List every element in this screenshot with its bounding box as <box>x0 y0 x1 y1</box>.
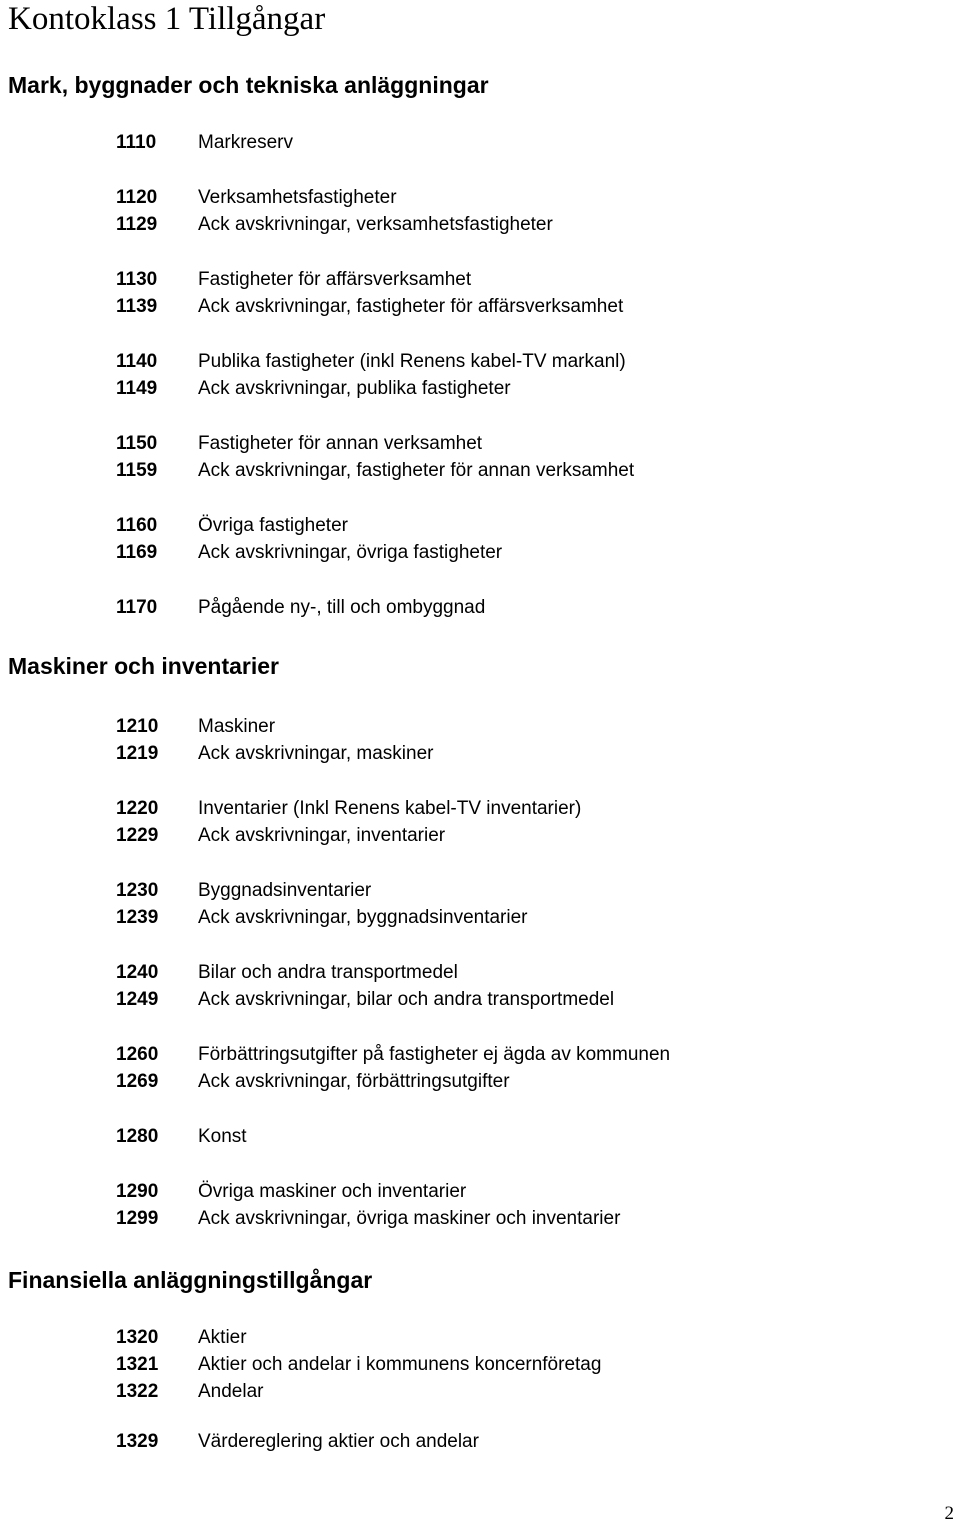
account-name: Konst <box>198 1126 247 1147</box>
account-code: 1239 <box>116 907 159 928</box>
account-row <box>0 213 960 237</box>
account-code: 1170 <box>116 597 158 618</box>
account-name: Publika fastigheter (inkl Renens kabel-TV markanl) <box>198 351 626 372</box>
account-row <box>0 1070 960 1094</box>
account-code: 1329 <box>116 1431 159 1452</box>
account-row <box>0 1043 960 1067</box>
account-row <box>0 1125 960 1149</box>
account-name: Pågående ny-, till och ombyggnad <box>198 597 486 618</box>
account-code: 1220 <box>116 798 159 819</box>
account-code: 1219 <box>116 743 159 764</box>
account-name: Aktier <box>198 1327 247 1348</box>
account-name: Förbättringsutgifter på fastigheter ej ägda av kommunen <box>198 1044 671 1065</box>
account-name: Ack avskrivningar, bilar och andra transportmedel <box>198 989 615 1010</box>
account-row <box>0 432 960 456</box>
account-row <box>0 596 960 620</box>
account-row <box>0 1326 960 1350</box>
account-code: 1240 <box>116 962 159 983</box>
account-name: Värdereglering aktier och andelar <box>198 1431 479 1452</box>
account-code: 1130 <box>116 269 158 290</box>
account-row <box>0 797 960 821</box>
account-name: Verksamhetsfastigheter <box>198 187 397 208</box>
account-name: Övriga fastigheter <box>198 515 348 536</box>
account-name: Ack avskrivningar, fastigheter för affärsverksamhet <box>198 296 624 317</box>
account-code: 1149 <box>116 378 158 399</box>
account-name: Ack avskrivningar, övriga fastigheter <box>198 542 503 563</box>
account-row <box>0 514 960 538</box>
account-name: Ack avskrivningar, inventarier <box>198 825 446 846</box>
account-code: 1210 <box>116 716 159 737</box>
account-row <box>0 742 960 766</box>
account-name: Inventarier (Inkl Renens kabel-TV inventarier) <box>198 798 582 819</box>
section-heading-mark-byggnader: Mark, byggnader och tekniska anläggningar <box>8 72 489 98</box>
account-code: 1169 <box>116 542 158 563</box>
account-row <box>0 715 960 739</box>
account-row <box>0 1207 960 1231</box>
account-row <box>0 541 960 565</box>
account-row <box>0 824 960 848</box>
account-name: Andelar <box>198 1381 264 1402</box>
account-code: 1129 <box>116 214 158 235</box>
account-name: Ack avskrivningar, förbättringsutgifter <box>198 1071 510 1092</box>
account-code: 1290 <box>116 1181 159 1202</box>
account-code: 1229 <box>116 825 159 846</box>
account-row <box>0 377 960 401</box>
account-row <box>0 268 960 292</box>
section-heading-finansiella: Finansiella anläggningstillgångar <box>8 1267 373 1293</box>
account-code: 1160 <box>116 515 158 536</box>
account-row <box>0 459 960 483</box>
account-row <box>0 186 960 210</box>
account-name: Ack avskrivningar, maskiner <box>198 743 434 764</box>
page-title: Kontoklass 1 Tillgångar <box>8 1 326 37</box>
account-code: 1139 <box>116 296 158 317</box>
account-row <box>0 988 960 1012</box>
account-name: Övriga maskiner och inventarier <box>198 1181 467 1202</box>
account-name: Byggnadsinventarier <box>198 880 372 901</box>
account-code: 1159 <box>116 460 158 481</box>
account-code: 1120 <box>116 187 158 208</box>
account-code: 1320 <box>116 1327 159 1348</box>
account-code: 1110 <box>116 132 157 153</box>
account-name: Aktier och andelar i kommunens koncernföretag <box>198 1354 602 1375</box>
account-name: Fastigheter för annan verksamhet <box>198 433 483 454</box>
account-name: Maskiner <box>198 716 276 737</box>
account-row <box>0 350 960 374</box>
account-row <box>0 1353 960 1377</box>
account-code: 1140 <box>116 351 158 372</box>
account-name: Markreserv <box>198 132 294 153</box>
account-row <box>0 961 960 985</box>
account-name: Ack avskrivningar, publika fastigheter <box>198 378 511 399</box>
account-code: 1269 <box>116 1071 159 1092</box>
account-code: 1260 <box>116 1044 159 1065</box>
account-code: 1230 <box>116 880 159 901</box>
account-row <box>0 1430 960 1454</box>
account-code: 1280 <box>116 1126 159 1147</box>
account-name: Bilar och andra transportmedel <box>198 962 458 983</box>
account-name: Ack avskrivningar, fastigheter för annan verksamhet <box>198 460 635 481</box>
account-code: 1322 <box>116 1381 159 1402</box>
account-code: 1249 <box>116 989 159 1010</box>
page-number: 2 <box>944 1503 954 1524</box>
account-row <box>0 1180 960 1204</box>
account-row <box>0 879 960 903</box>
account-name: Fastigheter för affärsverksamhet <box>198 269 472 290</box>
account-code: 1299 <box>116 1208 159 1229</box>
account-row <box>0 131 960 155</box>
account-row <box>0 295 960 319</box>
account-name: Ack avskrivningar, byggnadsinventarier <box>198 907 528 928</box>
section-heading-maskiner: Maskiner och inventarier <box>8 653 279 679</box>
account-code: 1321 <box>116 1354 159 1375</box>
account-row <box>0 906 960 930</box>
account-name: Ack avskrivningar, verksamhetsfastigheter <box>198 214 553 235</box>
account-name: Ack avskrivningar, övriga maskiner och inventarier <box>198 1208 621 1229</box>
account-row <box>0 1380 960 1404</box>
account-code: 1150 <box>116 433 158 454</box>
